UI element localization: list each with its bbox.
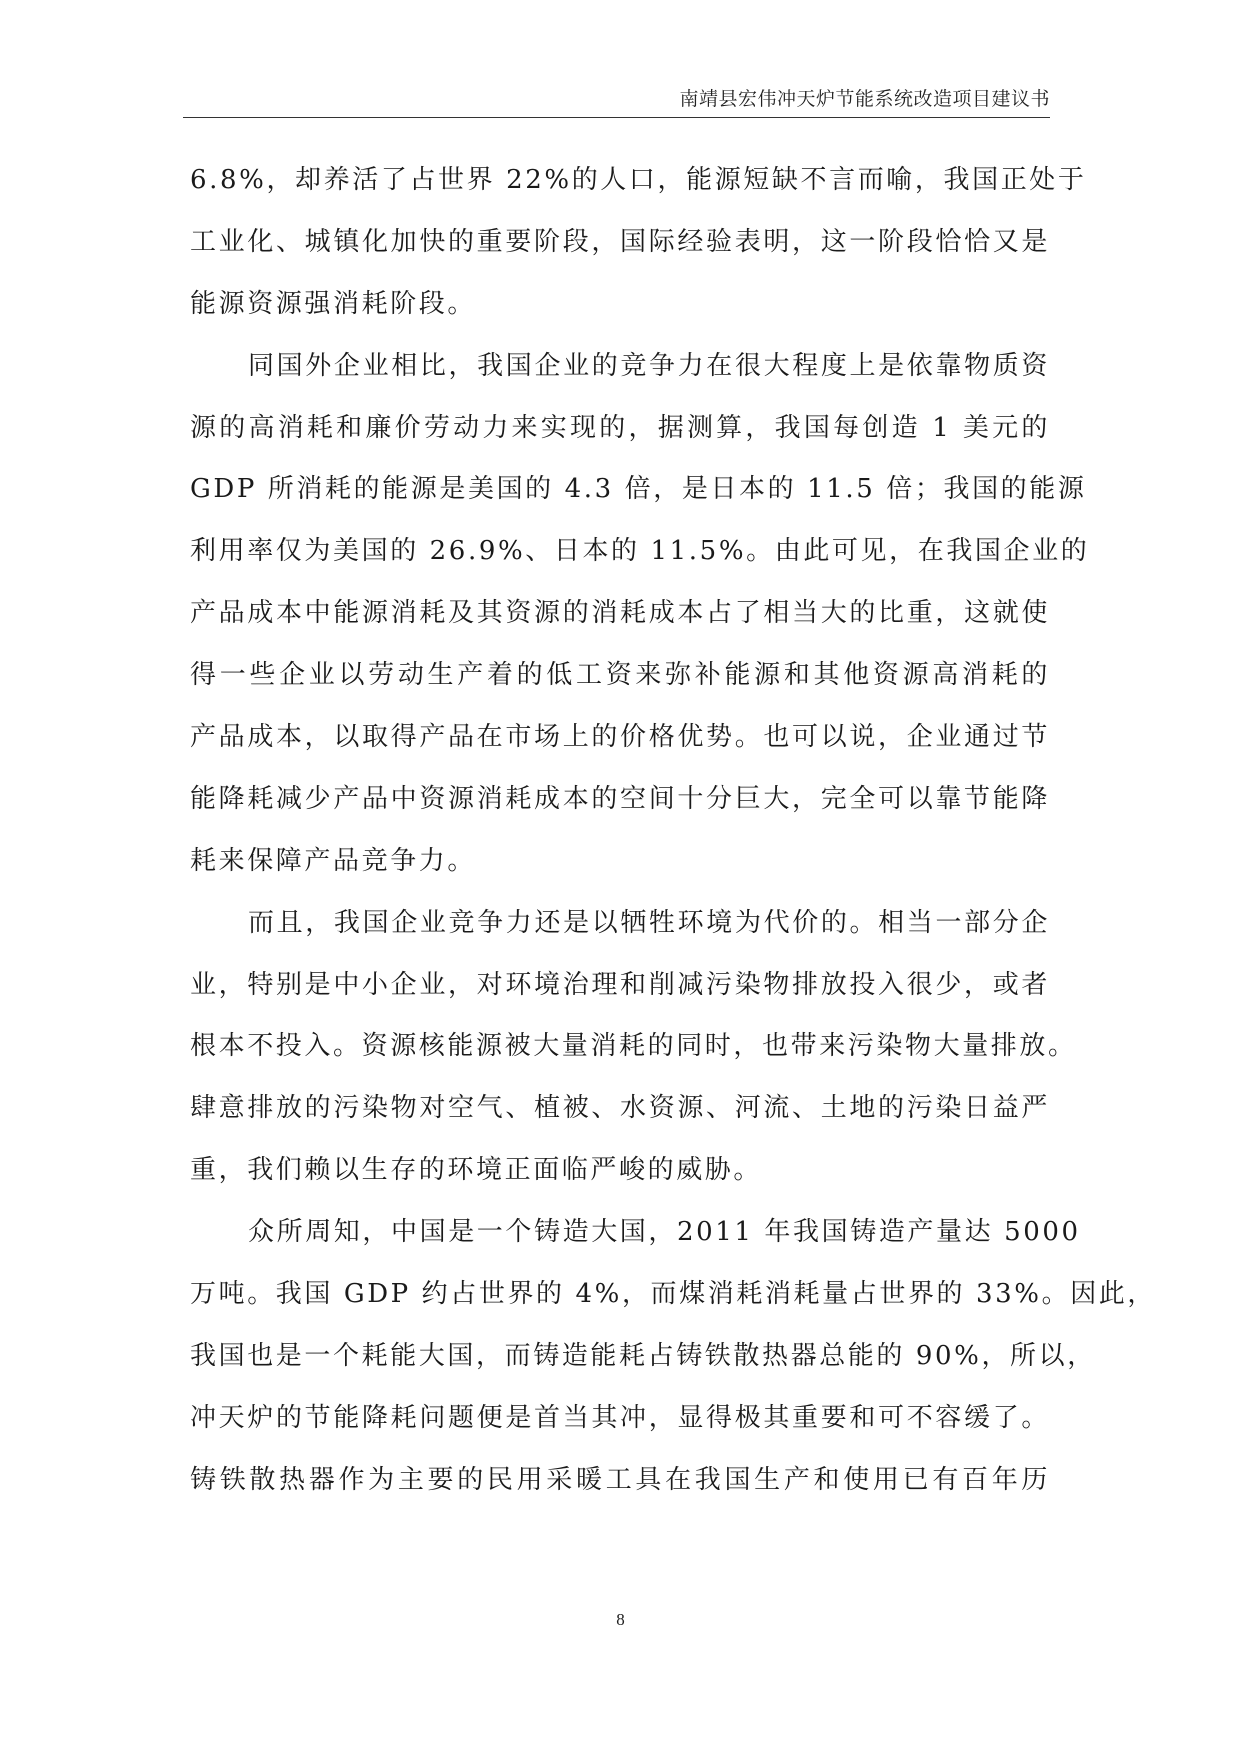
text-line: 我国也是一个耗能大国，而铸造能耗占铸铁散热器总能的 90%，所以， bbox=[190, 1340, 1096, 1371]
text-line: 肆意排放的污染物对空气、植被、水资源、河流、土地的污染日益严 bbox=[190, 1093, 1050, 1124]
text-line: 根本不投入。资源核能源被大量消耗的同时，也带来污染物大量排放。 bbox=[190, 1031, 1077, 1062]
header-divider bbox=[183, 117, 1050, 118]
body-text bbox=[190, 150, 1157, 1570]
paragraph-first-line: 众所周知，中国是一个铸造大国，2011 年我国铸造产量达 5000 bbox=[248, 1217, 1081, 1248]
text-line: 源的高消耗和廉价劳动力来实现的，据测算，我国每创造 1 美元的 bbox=[190, 412, 1050, 443]
text-line: 利用率仅为美国的 26.9%、日本的 11.5%。由此可见，在我国企业的 bbox=[190, 536, 1090, 567]
text-line: 重，我们赖以生存的环境正面临严峻的威胁。 bbox=[190, 1155, 763, 1186]
paragraph-first-line: 同国外企业相比，我国企业的竞争力在很大程度上是依靠物质资 bbox=[248, 350, 1050, 381]
text-line: 万吨。我国 GDP 约占世界的 4%，而煤消耗消耗量占世界的 33%。因此， bbox=[190, 1279, 1157, 1310]
text-line: GDP 所消耗的能源是美国的 4.3 倍，是日本的 11.5 倍；我国的能源 bbox=[190, 474, 1087, 505]
text-line: 产品成本中能源消耗及其资源的消耗成本占了相当大的比重，这就使 bbox=[190, 598, 1050, 629]
text-line: 得一些企业以劳动生产着的低工资来弥补能源和其他资源高消耗的 bbox=[190, 660, 1050, 691]
page-number: 8 bbox=[616, 1610, 625, 1629]
text-line: 铸铁散热器作为主要的民用采暖工具在我国生产和使用已有百年历 bbox=[190, 1464, 1050, 1495]
text-line: 能源资源强消耗阶段。 bbox=[190, 288, 477, 319]
text-line: 耗来保障产品竞争力。 bbox=[190, 845, 477, 876]
text-line: 6.8%，却养活了占世界 22%的人口，能源短缺不言而喻，我国正处于 bbox=[190, 165, 1087, 195]
paragraph-first-line: 而且，我国企业竞争力还是以牺牲环境为代价的。相当一部分企 bbox=[248, 907, 1050, 938]
text-line: 能降耗减少产品中资源消耗成本的空间十分巨大，完全可以靠节能降 bbox=[190, 783, 1050, 814]
running-header: 南靖县宏伟冲天炉节能系统改造项目建议书 bbox=[679, 88, 1050, 110]
text-line: 业，特别是中小企业，对环境治理和削减污染物排放投入很少，或者 bbox=[190, 969, 1050, 1000]
text-line: 冲天炉的节能降耗问题便是首当其冲，显得极其重要和可不容缓了。 bbox=[190, 1402, 1050, 1433]
text-line: 产品成本，以取得产品在市场上的价格优势。也可以说，企业通过节 bbox=[190, 722, 1050, 753]
text-line: 工业化、城镇化加快的重要阶段，国际经验表明，这一阶段恰恰又是 bbox=[190, 226, 1050, 257]
